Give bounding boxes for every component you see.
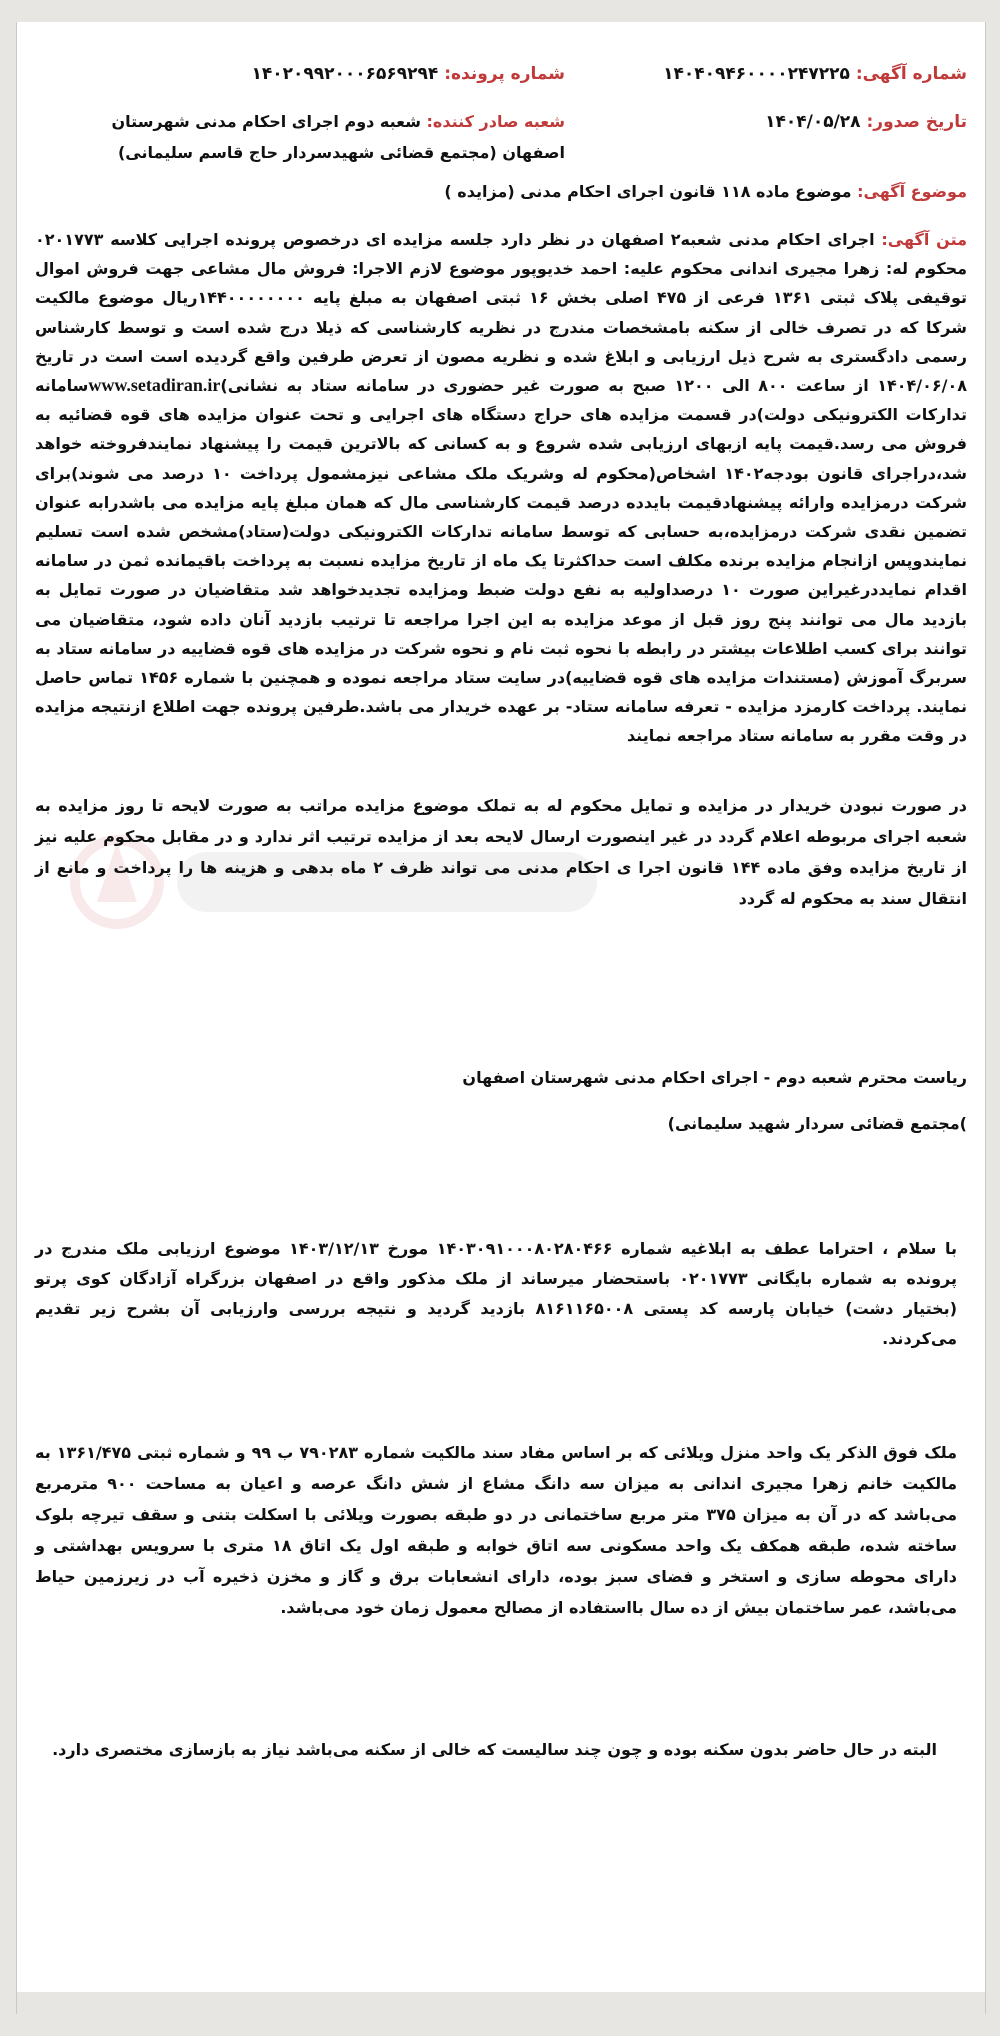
notice-body: [35, 225, 967, 751]
case-number-value: ۱۴۰۲۰۹۹۲۰۰۰۶۵۶۹۲۹۴: [251, 64, 439, 84]
report-address-line-1: ریاست محترم شعبه دوم - اجرای احکام مدنی شهرستان اصفهان: [462, 1068, 967, 1087]
report-address-line-2: )مجتمع قضائی سردار شهید سلیمانی): [667, 1114, 967, 1133]
issuing-branch: [65, 106, 565, 168]
issue-date-label: تاریخ صدور:: [866, 112, 967, 132]
issuer-value: شعبه دوم اجرای احکام مدنی شهرستان اصفهان (مجتمع قضائی شهیدسردار حاج قاسم سلیمانی): [111, 112, 565, 162]
subject-value: موضوع ماده ۱۱۸ قانون اجرای احکام مدنی (مزایده ): [444, 182, 852, 201]
issuer-label: شعبه صادر کننده:: [426, 112, 565, 131]
notice-subject: [444, 182, 967, 201]
ad-number-value: ۱۴۰۴۰۹۴۶۰۰۰۰۲۴۷۲۲۵: [663, 64, 850, 84]
issue-date-value: ۱۴۰۴/۰۵/۲۸: [765, 112, 861, 132]
body-label: متن آگهی:: [881, 230, 968, 249]
property-note: البته در حال حاضر بدون سکنه بوده و چون چند سالیست که خالی از سکنه می‌باشد نیاز به بازسازی مختصری دارد.: [52, 1740, 937, 1759]
setad-url-link[interactable]: www.setadiran.ir: [88, 375, 221, 396]
ad-number: [663, 64, 967, 84]
paragraph-2-text: در صورت نبودن خریدار در مزایده و تمایل محکوم له به تملک موضوع مزایده مراتب به صورت لایحه تا روز مزایده به شعبه اجرای مربوطه اعلام گردد در غیر اینصورت ارسال لایحه بعد از مزایده ترتیب اثر ندارد و در مقابل محکوم علیه نیز از تاریخ مزایده وفق ماده ۱۴۴ قانون اجرا ی احکام مدنی می تواند ظرف ۲ ماه بدهی و هزینه ها را پرداخت و مانع از انتقال سند به محکوم له گردد: [35, 796, 968, 908]
property-description: ملک فوق الذکر یک واحد منزل ویلائی که بر اساس مفاد سند مالکیت شماره ۷۹۰۲۸۳ ب ۹۹ و شماره ثبتی ۱۳۶۱/۴۷۵ به مالکیت خانم زهرا مجیری اندانی به میزان سه دانگ مشاع از شش دانگ عرصه و اعیان به مساحت ۹۰۰ مترمربع می‌باشد که در آن به میزان ۳۷۵ متر مربع ساختمانی در دو طبقه بصورت ویلائی با اسکلت بتنی و سقف تیرچه بلوک ساخته شده، طبقه همکف یک واحد مسکونی سه اتاق خوابه و طبقه اول یک اتاق ۱۸ متری با سرویس بهداشتی و دارای محوطه سازی و استخر و فضای سبز بوده، دارای انشعابات برق و گاز و مخزن ذخیره آب در زیرزمین حیاط می‌باشد، عمر ساختمان بیش از ده سال بااستفاده از مصالح معمول زمان خود می‌باشد.: [35, 1443, 958, 1617]
page-footer-strip: [17, 1992, 985, 2014]
ad-number-label: شماره آگهی:: [855, 64, 967, 84]
body-text-part2: سامانه تدارکات الکترونیکی دولت)در قسمت مزایده های حراج دستگاه های اجرایی و تحت عنوان مزایده های قوه قضائیه به فروش می رسد.قیمت پایه ازبهای ارزیابی شده شروع و به کسانی که بالاترین قیمت را پیشنهاد نمایندفروخته خواهد شد،دراجرای قانون بودجه۱۴۰۲ اشخاص(محکوم له وشریک ملک مشاعی نیزمشمول پرداخت ۱۰ درصد می شوند)برای شرکت درمزایده وارائه پیشنهادقیمت بایدده درصد قیمت کارشناسی مال که همان مبلغ پایه مزایده می باشدرابه عنوان تضمین نقدی شرکت درمزایده،به حسابی که توسط سامانه تدارکات الکترونیکی دولت(ستاد)مشخص شده است تسلیم نمایندوپس ازانجام مزایده برنده مکلف است حداکثرتا یک ماه از تاریخ مزایده نسبت به پرداخت باقیمانده ثمن در سامانه اقدام نمایددرغیراین صورت ۱۰ درصداولیه به نفع دولت ضبط ومزایده تجدیدخواهد شد متقاضیان در صورت تمایل به بازدید مال می توانند پنج روز قبل از موعد مزایده به این اجرا مراجعه تا ترتیب بازدید آنان داده شود، متقاضیان می توانند برای کسب اطلاعات بیشتر در رابطه با نحوه ثبت نام و نحوه شرکت در مزایده های قوه قضاییه در سامانه ستاد به سربرگ آموزش (مستندات مزایده های قوه قضاییه)در سایت ستاد مراجعه نموده و همچنین با شماره ۱۴۵۶ تماس حاصل نمایند. پرداخت کارمزد مزایده - تعرفه سامانه ستاد- بر عهده خریدار می باشد.طرفین پرونده جهت اطلاع ازنتیجه مزایده در وقت مقرر به سامانه ستاد مراجعه نمایند: [35, 376, 968, 746]
case-number: [251, 64, 565, 84]
report-intro: با سلام ، احتراما عطف به ابلاغیه شماره ۱۴۰۳۰۹۱۰۰۰۸۰۲۸۰۴۶۶ مورخ ۱۴۰۳/۱۲/۱۳ موضوع ارزیابی ملک مندرج در پرونده به شماره بایگانی ۰۲۰۱۷۷۳ باستحضار میرساند از ملک مذکور واقع در اصفهان بزرگراه آزادگان کوی پرتو (بختیار دشت) خیابان پارسه کد پستی ۸۱۶۱۱۶۵۰۰۸ بازدید گردید و نتیجه بررسی وارزیابی آن بشرح زیر تقدیم می‌کردند.: [35, 1239, 958, 1348]
body-text-part1: اجرای احکام مدنی شعبه۲ اصفهان در نظر دارد جلسه مزایده ای درخصوص پرونده اجرایی کلاسه ۰۲۰۱۷۷۳ محکوم له: زهرا مجیری اندانی محکوم علیه: احمد خدیوپور موضوع لازم الاجرا: فروش مال مشاعی جهت فروش اموال توقیفی پلاک ثبتی ۱۳۶۱ فرعی از ۴۷۵ اصلی بخش ۱۶ ثبتی اصفهان به مبلغ پایه ۱۴۴۰۰۰۰۰۰۰۰ریال موضوع مالکیت شرکا که در تصرف خالی از سکنه بامشخصات مندرج در نظریه کارشناسی که ذیلا درج شده است و توسط کارشناس رسمی دادگستری به شرح ذیل ارزیابی و ابلاغ شده و نظریه مصون از تعرض طرفین واقع گردیده است است در تاریخ ۱۴۰۴/۰۶/۰۸ از ساعت ۸۰۰ الی ۱۲۰۰ صبح به صورت غیر حضوری در سامانه ستاد به نشانی): [35, 230, 968, 396]
notice-paragraph-2: [35, 790, 967, 914]
subject-label: موضوع آگهی:: [857, 182, 967, 201]
issue-date: [765, 112, 967, 132]
case-number-label: شماره پرونده:: [444, 64, 565, 84]
notice-sheet: [16, 22, 986, 2014]
